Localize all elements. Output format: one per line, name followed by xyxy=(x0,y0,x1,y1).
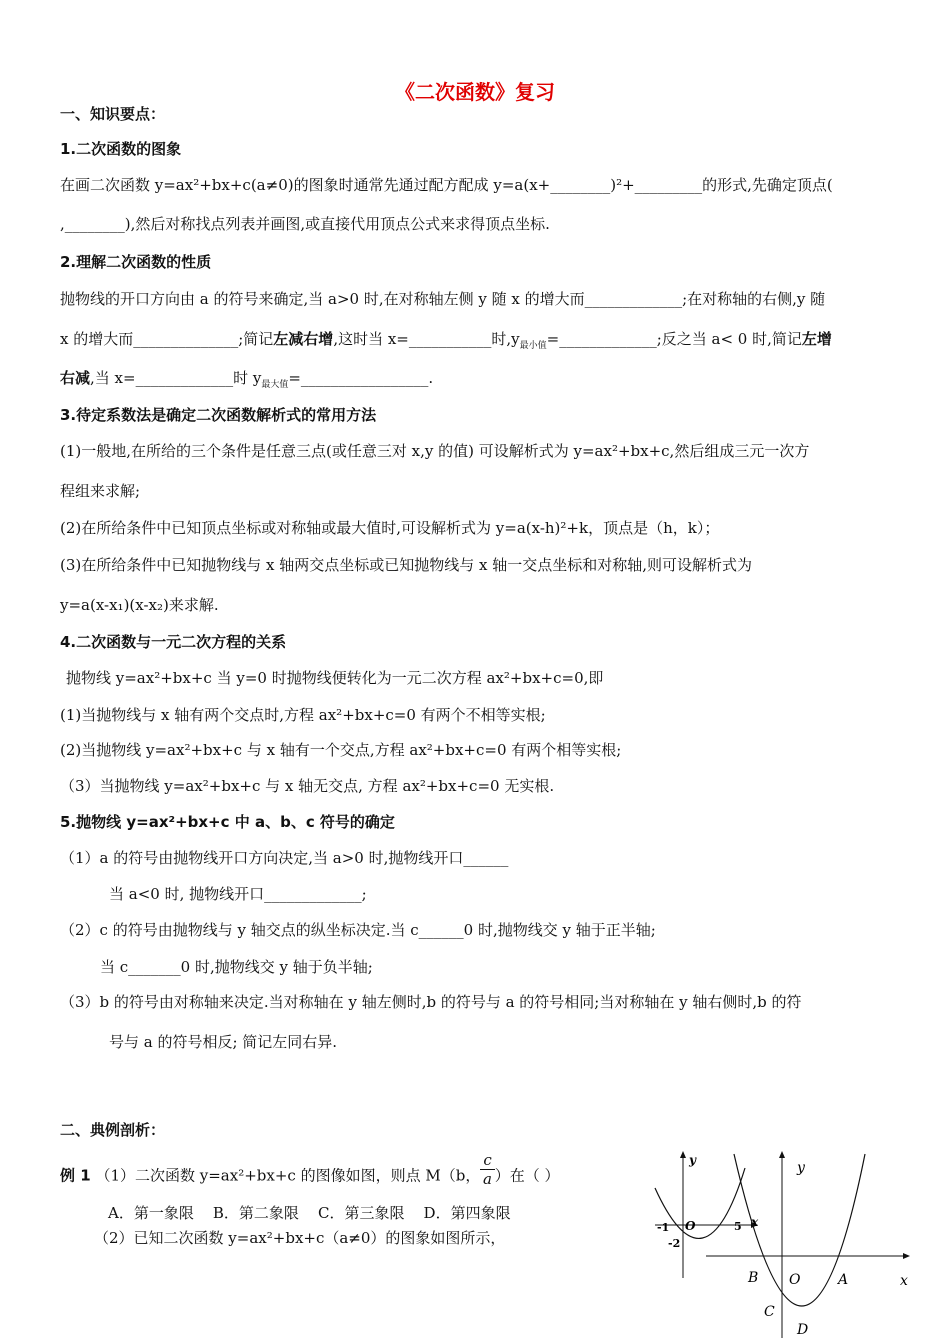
example-1-question-2: （2）已知二次函数 y=ax²+bx+c（a≠0）的图象如图所示， xyxy=(94,1229,506,1247)
emphasis-text: 右减 xyxy=(60,369,91,387)
point-a-label: A xyxy=(838,1272,849,1288)
text-run: （1）二次函数 y=ax²+bx+c 的图像如图，则点 M（b， xyxy=(95,1166,481,1185)
text-run: ,这时当 x=___________时,y xyxy=(333,330,520,348)
section-1-heading: 一、知识要点： xyxy=(60,105,166,123)
topic-3-line-1: (1)一般地,在所给的三个条件是任意三点(或任意三对 x,y 的值) 可设解析式为 y=ax²+bx+c,然后组成三元一次方 xyxy=(60,442,810,460)
topic-2-line-2 xyxy=(60,329,832,356)
topic-2-line-1: 抛物线的开口方向由 a 的符号来确定,当 a>0 时,在对称轴左侧 y 随 x 的增大而_____________;在对称轴的右侧,y 随 xyxy=(60,290,826,308)
topic-5-line-3: （2）c 的符号由抛物线与 y 轴交点的纵坐标决定.当 c______0 时,抛物线交 y 轴于正半轴; xyxy=(60,921,656,939)
subscript: 最大值 xyxy=(261,380,289,390)
topic-5-line-6: 号与 a 的符号相反; 简记左同右异. xyxy=(109,1033,338,1051)
text-run: =_________________. xyxy=(288,369,434,387)
subscript: 最小值 xyxy=(519,341,547,351)
x-axis-label: x xyxy=(751,1215,759,1229)
x-axis-arrow xyxy=(903,1253,910,1259)
tick-label-5: 5 xyxy=(734,1220,742,1233)
topic-5-heading: 5.抛物线 y=ax²+bx+c 中 a、b、c 符号的确定 xyxy=(60,813,395,831)
topic-4-heading: 4.二次函数与一元二次方程的关系 xyxy=(60,633,287,651)
tick-label-minus-1: -1 xyxy=(657,1221,670,1234)
topic-4-line-1: 抛物线 y=ax²+bx+c 当 y=0 时抛物线便转化为一元二次方程 ax²+bx+c=0,即 xyxy=(66,669,604,687)
fraction-numerator: c xyxy=(480,1151,494,1170)
origin-label: O xyxy=(789,1272,801,1288)
fraction-c-over-a xyxy=(480,1151,494,1188)
page-title: 《二次函数》复习 xyxy=(395,80,555,104)
topic-5-line-4: 当 c_______0 时,抛物线交 y 轴于负半轴; xyxy=(100,958,373,976)
topic-5-line-5: （3）b 的符号由对称轴来决定.当对称轴在 y 轴左侧时,b 的符号与 a 的符号相同;当对称轴在 y 轴右侧时,b 的符 xyxy=(60,993,802,1011)
topic-3-line-2: 程组来求解; xyxy=(60,482,141,500)
y-axis-label: y xyxy=(797,1160,805,1176)
topic-4-line-2: (1)当抛物线与 x 轴有两个交点时,方程 ax²+bx+c=0 有两个不相等实根; xyxy=(60,706,546,724)
topic-1-line-2: ,________),然后对称找点列表并画图,或直接代用顶点公式来求得顶点坐标. xyxy=(60,215,550,233)
example-label: 例 1 xyxy=(60,1166,91,1185)
fraction-denominator: a xyxy=(483,1170,492,1188)
section-2-heading: 二、典例剖析： xyxy=(60,1121,166,1139)
y-axis-label: y xyxy=(689,1153,696,1167)
emphasis-text: 左增 xyxy=(801,330,832,348)
topic-5-line-1: （1）a 的符号由抛物线开口方向决定,当 a>0 时,抛物线开口______ xyxy=(60,849,509,867)
example-1-options: A．第一象限 B．第二象限 C．第三象限 D．第四象限 xyxy=(108,1204,511,1222)
point-c-label: C xyxy=(764,1304,775,1320)
tick-label-minus-2: -2 xyxy=(668,1237,681,1250)
topic-3-line-3: (2)在所给条件中已知顶点坐标或对称轴或最大值时,可设解析式为 y=a(x-h)²+k，顶点是（h，k）； xyxy=(60,519,720,537)
y-axis-arrow xyxy=(779,1151,785,1158)
topic-2-line-3 xyxy=(60,368,433,395)
topic-1-heading: 1.二次函数的图象 xyxy=(60,140,182,158)
topic-4-line-4: （3）当抛物线 y=ax²+bx+c 与 x 轴无交点, 方程 ax²+bx+c=0 无实根. xyxy=(60,777,555,795)
text-run: ）在（ ） xyxy=(494,1166,560,1185)
topic-2-heading: 2.理解二次函数的性质 xyxy=(60,253,212,271)
emphasis-text: 左减右增 xyxy=(273,330,334,348)
topic-4-line-3: (2)当抛物线 y=ax²+bx+c 与 x 轴有一个交点,方程 ax²+bx+c=0 有两个相等实根; xyxy=(60,741,622,759)
point-b-label: B xyxy=(748,1270,759,1286)
text-run: x 的增大而______________;简记 xyxy=(60,330,274,348)
x-axis-label: x xyxy=(900,1273,908,1289)
topic-1-line-1: 在画二次函数 y=ax²+bx+c(a≠0)的图象时通常先通过配方配成 y=a(x+________)²+_________的形式,先确定顶点( xyxy=(60,176,833,194)
topic-5-line-2: 当 a<0 时, 抛物线开口_____________; xyxy=(109,885,367,903)
parabola-graph-2 xyxy=(700,1148,930,1344)
text-run: ,当 x=_____________时 y xyxy=(90,369,262,387)
y-axis-arrow xyxy=(680,1151,686,1158)
origin-label: O xyxy=(685,1219,696,1233)
text-run: =_____________;反之当 a< 0 时,简记 xyxy=(546,330,802,348)
topic-3-line-5: y=a(x-x₁)(x-x₂)来求解. xyxy=(60,596,219,614)
point-d-label: D xyxy=(797,1322,809,1338)
topic-3-heading: 3.待定系数法是确定二次函数解析式的常用方法 xyxy=(60,406,377,424)
example-1-question-1 xyxy=(60,1151,560,1188)
topic-3-line-4: (3)在所给条件中已知抛物线与 x 轴两交点坐标或已知抛物线与 x 轴一交点坐标和对称轴,则可设解析式为 xyxy=(60,556,753,574)
